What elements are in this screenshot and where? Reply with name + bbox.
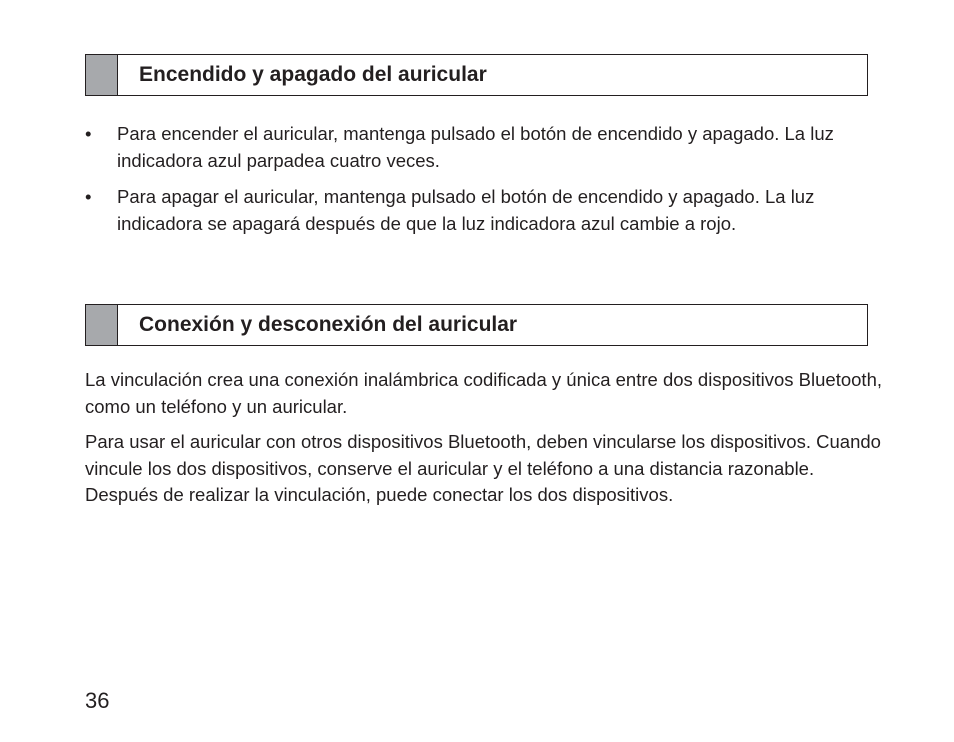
list-item-text: Para encender el auricular, mantenga pulsado el botón de encendido y apagado. La luz indicadora azul parpadea cuatro veces. <box>117 123 834 171</box>
bullet-symbol: • <box>85 186 92 207</box>
paragraph: Para usar el auricular con otros dispositivos Bluetooth, deben vincularse los dispositivos. Cuando vincule los dos dispositivos, conserve el auricular y el teléfono a una distancia razonable. Después de realizar la vinculación, puede conectar los dos dispositivos. <box>85 431 881 505</box>
list-item-text: Para apagar el auricular, mantenga pulsado el botón de encendido y apagado. La luz indicadora se apagará después de que la luz indicadora azul cambie a rojo. <box>117 186 815 234</box>
section-marker <box>86 305 118 345</box>
section-header-power <box>85 54 868 96</box>
bullet-list <box>85 121 875 247</box>
section-header-pairing <box>85 304 868 346</box>
list-item <box>85 121 875 174</box>
section-marker <box>86 55 118 95</box>
list-item <box>85 184 875 237</box>
section-title: Encendido y apagado del auricular <box>139 63 487 86</box>
paragraph: La vinculación crea una conexión inalámbrica codificada y única entre dos dispositivos Bluetooth, como un teléfono y un auricular. <box>85 369 882 417</box>
bullet-symbol: • <box>85 123 92 144</box>
section-title: Conexión y desconexión del auricular <box>139 313 518 336</box>
page-number: 36 <box>85 688 110 713</box>
